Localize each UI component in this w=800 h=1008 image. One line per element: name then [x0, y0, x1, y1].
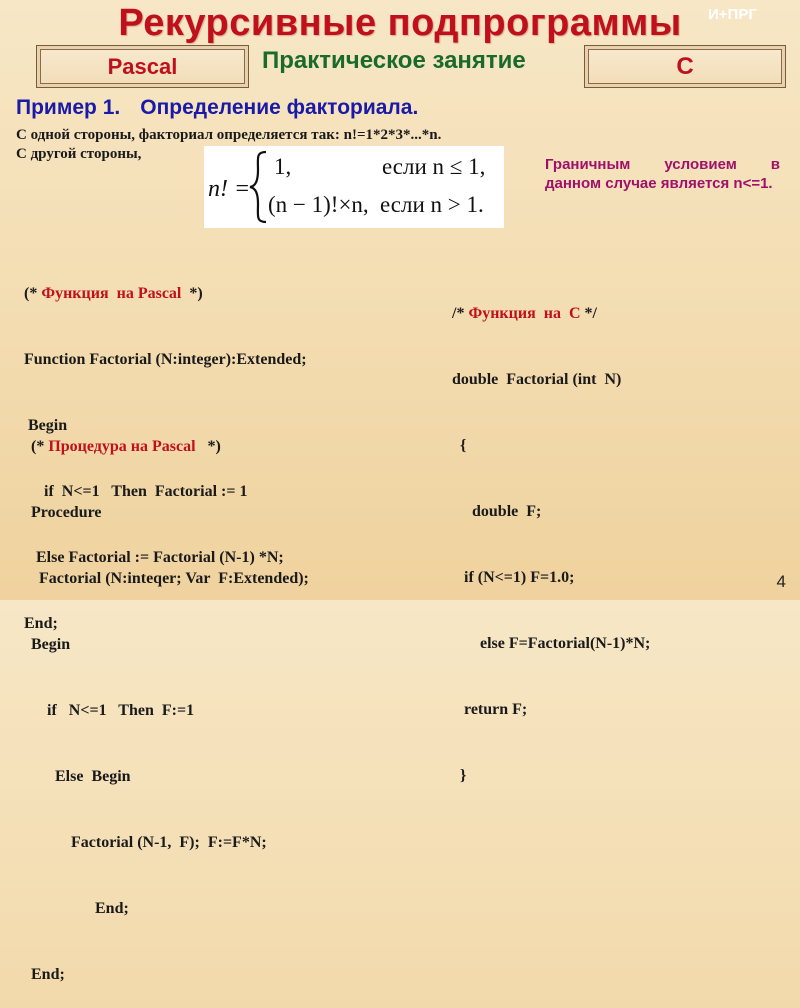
- comment-text: Функция на Pascal: [41, 285, 182, 302]
- formula-brace: [250, 152, 266, 222]
- intro-line-1: С одной стороны, факториал определяется так: n!=1*2*3*...*n.: [16, 127, 442, 143]
- c-label-box: [584, 45, 786, 88]
- pascal-procedure-comment: [31, 436, 309, 458]
- factorial-formula: [204, 146, 504, 228]
- course-badge: И+ПРГ: [708, 6, 757, 23]
- comment-close: *): [195, 438, 221, 455]
- c-label: C: [676, 52, 694, 80]
- example-number: Пример 1.: [16, 96, 121, 119]
- code-line: if (N<=1) F=1.0;: [452, 569, 575, 586]
- code-line: Factorial (N-1, F); F:=F*N;: [31, 834, 267, 851]
- c-function-comment: [452, 303, 650, 325]
- slide-subtitle: Практическое занятие: [262, 47, 526, 74]
- comment-open: /*: [452, 305, 469, 322]
- code-line: Else Begin: [31, 768, 131, 785]
- intro-line-2: С другой стороны,: [16, 146, 142, 162]
- comment-open: (*: [24, 285, 42, 302]
- code-line: double Factorial (int N): [452, 371, 622, 388]
- c-function-code: [452, 259, 650, 809]
- code-line: }: [452, 767, 467, 784]
- code-line: End;: [31, 900, 129, 917]
- example-title: Определение факториала.: [140, 96, 419, 119]
- pascal-label: Pascal: [107, 53, 178, 79]
- code-line: Else Factorial := Factorial (N-1) *N;: [24, 549, 284, 566]
- comment-open: (*: [31, 438, 49, 455]
- code-line: double F;: [452, 503, 542, 520]
- formula-case2-value: (n − 1)!×n,: [268, 192, 369, 217]
- pascal-label-box: [36, 45, 249, 88]
- page-number: 4: [776, 572, 786, 591]
- slide-title: Рекурсивные подпрограммы: [118, 2, 682, 44]
- comment-text: Функция на С: [468, 305, 581, 322]
- formula-case2-cond: если n > 1.: [380, 192, 484, 217]
- comment-close: */: [580, 305, 597, 322]
- boundary-condition-note: Граничным условием в данном случае является n<=1.: [545, 156, 780, 192]
- code-line: else F=Factorial(N-1)*N;: [452, 635, 651, 652]
- formula-lhs: n! =: [208, 176, 251, 202]
- code-line: Factorial (N:inteqer; Var F:Extended);: [31, 570, 309, 587]
- formula-graphic: [204, 146, 504, 228]
- example-heading: [16, 96, 418, 120]
- pascal-procedure-code: [31, 392, 309, 1008]
- code-line: End;: [31, 966, 65, 983]
- pascal-function-comment: [24, 283, 307, 305]
- code-line: if N<=1 Then F:=1: [31, 702, 195, 719]
- code-line: Begin: [31, 636, 71, 653]
- code-line: {: [452, 437, 467, 454]
- code-line: return F;: [452, 701, 528, 718]
- comment-close: *): [181, 285, 203, 302]
- comment-text: Процедура на Pascal: [48, 438, 196, 455]
- formula-case1-value: 1,: [274, 154, 292, 179]
- code-line: End;: [24, 615, 58, 632]
- code-line: Function Factorial (N:integer):Extended;: [24, 351, 307, 368]
- formula-case1-cond: если n ≤ 1,: [382, 154, 486, 179]
- code-line: if N<=1 Then Factorial := 1: [24, 483, 248, 500]
- code-line: Begin: [24, 417, 68, 434]
- code-line: Procedure: [31, 504, 102, 521]
